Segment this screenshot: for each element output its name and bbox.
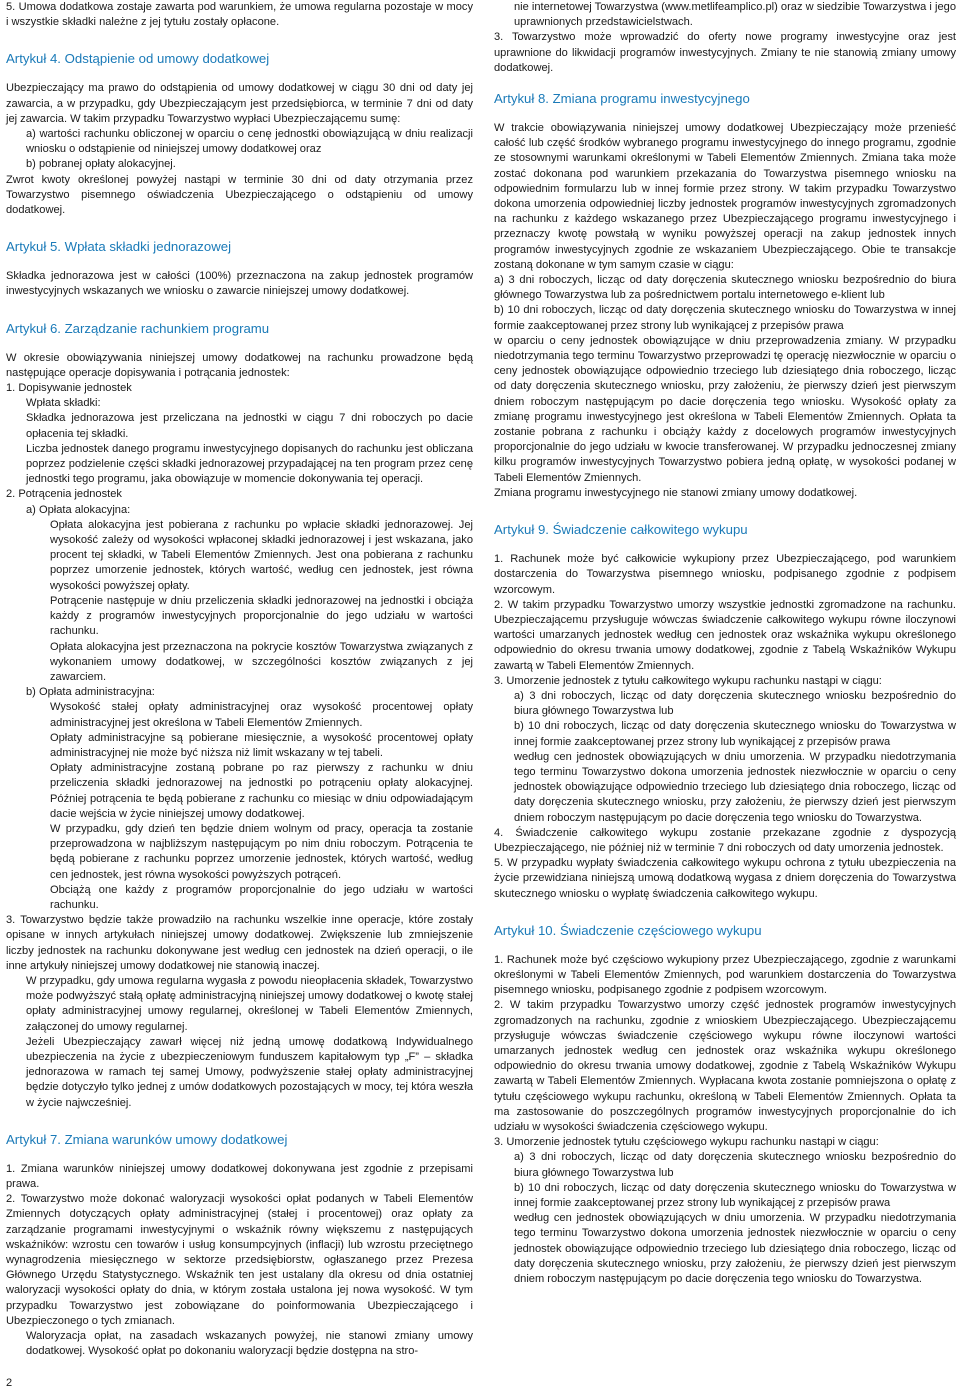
article-9-item-3a: a) 3 dni roboczych, licząc od daty doręczenia skutecznego wniosku bezpośrednio do biura głównego Towarzystwa lub [514,689,956,718]
article-7-item-2-text-2: Waloryzacja opłat, na zasadach wskazanych powyżej, nie stanowi zmiany umowy dodatkowej. Wysokość opłat po dokonaniu waloryzacji będzie dostępna na stro- [26,1330,473,1358]
article-6-item-1-text-3: Liczba jednostek danego programu inwestycyjnego dopisanych do rachunku jest obliczana poprzez podzielenie części składki jednorazowej przypadającej na ten program przez cenę jednostki tego programu, jaka obowiązuje w momencie dokonywania tej operacji. [26,442,473,486]
page-number: 2 [6,1377,13,1389]
article-4-paragraph-2: Zwrot kwoty określonej powyżej nastąpi w terminie 30 dni od daty otrzymania przez Towarzystwo pisemnego oświadczenia Ubezpieczającego o odstąpieniu od umowy dodatkowej. [6,173,473,217]
article-8-title: Artykuł 8. Zmiana programu inwestycyjnego [494,91,750,107]
article-9-item-4: 4. Świadczenie całkowitego wykupu zostanie przekazane zgodnie z dyspozycją Ubezpieczającego, nie później niż w terminie 7 dni roboczych od daty umorzenia jednostek. [494,826,956,854]
article-7-item-2: 2. Towarzystwo może dokonać waloryzacji wysokości opłat podanych w Tabeli Elementów Zmiennych dotyczących opłaty administracyjnej (stałej i procentowej) oraz opłaty za zarządzanie programami inwestycyjnymi o wskaźnik równy większemu z następujących wskaźników: wzrostu cen towarów i usług konsumpcyjnych (inflacji) lub wzrostu przeciętnego wynagrodzenia miesięcznego w sektorze przedsiębiorstw, ogłaszanego przez Prezesa Głównego Urzędu Statystycznego. Wskaźnik ten jest ustalany dla okresu od dnia ostatniej waloryzacji wysokości opłaty do dnia, w którym została ustalona jej nowa wysokość. W tym przypadku Towarzystwo jest zobowiązane do poinformowania Ubezpieczającego i Ubezpieczonego o tych zmianach. [6,1193,473,1327]
article-6-title: Artykuł 6. Zarządzanie rachunkiem programu [6,320,270,336]
article-5-paragraph: Składka jednorazowa jest w całości (100%) przeznaczona na zakup jednostek programów inwestycyjnych wskazanych we wniosku o zawarcie niniejszej umowy dodatkowej. [6,270,473,298]
continued-text: nie internetowej Towarzystwa (www.metlifeamplico.pl) oraz w siedzibie Towarzystwa i jego uprawnionych przedstawicielstwach. [514,1,956,29]
article-9-title: Artykuł 9. Świadczenie całkowitego wykupu [494,522,748,538]
article-4-item-a: a) wartości rachunku obliczonej w oparciu o cenę jednostki obowiązującą w dniu realizacji wniosku o odstąpienie od niniejszej umowy dodatkowej oraz [26,128,473,156]
article-8-item-a: a) 3 dni roboczych, licząc od daty doręczenia skutecznego wniosku bezpośrednio do biura głównego Towarzystwa lub za pośrednictwem portalu internetowego e-klient lub [494,274,956,302]
article-6-item-2b-text-4: W przypadku, gdy dzień ten będzie dniem wolnym od pracy, operacja ta zostanie przeprowadzona w najbliższym następującym po nim dniu roboczym. Potrącenia te będą pobierane z rachunku poprzez umorzenie jednostek, których wartość, według cen jednostek, jest równa wysokości powyższych potrąceń. [50,822,473,881]
article-8-item-b: b) 10 dni roboczych, licząc od daty doręczenia skutecznego wniosku do Towarzystwa w innej formie zaakceptowanej przez strony lub wynikającej z przepisów prawa [494,304,956,332]
article-6-item-2a-text-3: Opłata alokacyjna jest przeznaczona na pokrycie kosztów Towarzystwa związanych z wykonaniem umowy dodatkowej, w szczególności kosztów związanych z jej zawarciem. [50,640,473,683]
left-column [6,0,473,1359]
article-6-item-2a-text-1: Opłata alokacyjna jest pobierana z rachunku po wpłacie składki jednorazowej. Jej wysokość zależy od wysokości wpłaconej składki jednorazowej i jest wskazana, jako procent tej składki, w Tabeli Elementów Zmiennych. Jest ona pobierana z rachunku poprzez umorzenie jednostek, których wartość, według cen jednostek, jest równa wysokości powyższej opłaty. [50,518,473,592]
article-9-item-3: 3. Umorzenie jednostek z tytułu całkowitego wykupu rachunku nastąpi w ciągu: [494,674,882,687]
article-9-item-3b: b) 10 dni roboczych, licząc od daty doręczenia skutecznego wniosku do Towarzystwa w innej formie zaakceptowanej przez strony lub wynikającej z przepisów prawa [514,720,956,748]
article-7-item-1: 1. Zmiana warunków niniejszej umowy dodatkowej dokonywana jest zgodnie z przepisami prawa. [6,1162,473,1190]
article-10-item-3: 3. Umorzenie jednostek tytułu częściowego wykupu rachunku nastąpi w ciągu: [494,1136,879,1149]
article-6-item-3-text-2: W przypadku, gdy umowa regularna wygasła z powodu nieopłacenia składek, Towarzystwo może podwyższyć stałą opłatę administracyjną niniejszej umowy dodatkowej o kwotę stałej opłaty administracyjnej umowy regularnej, określonej w Tabeli Elementów Zmiennych, załączonej do umowy regularnej. [26,974,473,1033]
article-10-item-3-text: według cen jednostek obowiązujących w dniu umorzenia. W przypadku niedotrzymania tego terminu Towarzystwo dokona umorzenia jednostek niezwłocznie w oparciu o ceny jednostek obowiązujące odpowiednio trzeciego lub dziesiątego dnia roboczego, licząc od daty doręczenia skutecznego wniosku, przy założeniu, że pierwszy dzień jest pierwszym dniem roboczym następującym po dacie doręczenia tego wniosku do Towarzystwa. [514,1212,956,1286]
article-6-item-2b-text-2: Opłaty administracyjne są pobierane miesięcznie, a wysokość procentowej opłaty administracyjnej nie może być niższa niż limit wskazany w tej tabeli. [50,731,473,759]
article-6-item-2b-text-3: Opłaty administracyjne zostaną pobrane po raz pierwszy z rachunku w dniu przeliczenia składki jednorazowej na jednostki po potrąceniu opłaty alokacyjnej. Później potrącenia te będą pobierane z rachunku co miesiąc w dniu odpowiadającym dacie wejścia w życie niniejszej umowy dodatkowej. [50,762,473,820]
article-4-title: Artykuł 4. Odstąpienie od umowy dodatkowej [6,51,270,67]
article-6-item-2b: b) Opłata administracyjna: [26,686,155,699]
article-7-item-3: 3. Towarzystwo może wprowadzić do oferty nowe programy inwestycyjne oraz jest uprawnione do likwidacji programów inwestycyjnych. Zmiany te nie stanowią zmiany umowy dodatkowej. [494,31,956,74]
article-6-item-1-text-1: Wpłata składki: [26,397,101,410]
article-10-item-3a: a) 3 dni roboczych, licząc od daty doręczenia skutecznego wniosku bezpośrednio do biura głównego Towarzystwa lub [514,1151,956,1179]
article-8-paragraph-3: Zmiana programu inwestycyjnego nie stanowi zmiany umowy dodatkowej. [494,486,858,499]
right-column [494,0,956,1287]
article-9-item-5: 5. W przypadku wypłaty świadczenia całkowitego wykupu ochrona z tytułu ubezpieczenia na życie przewidziana niniejszą umową dodatkową wygasa z dniem doręczenia do Towarzystwa skutecznego wniosku o wypłatę świadczenia całkowitego wykupu. [494,857,956,900]
article-6-item-2a: a) Opłata alokacyjna: [26,503,131,516]
article-6-paragraph: W okresie obowiązywania niniejszej umowy dodatkowej na rachunku prowadzone będą następujące operacje dopisywania i potrącania jednostek: [6,351,473,379]
article-4-paragraph: Ubezpieczający ma prawo do odstąpienia od umowy dodatkowej w ciągu 30 dni od daty jej zawarcia, a w przypadku, gdy Ubezpieczającym jest przedsiębiorca, w terminie 7 dni od daty jej zawarcia. W takim przypadku Towarzystwo wypłaci Ubezpieczającemu sumę: [6,82,473,125]
article-6-item-2a-text-2: Potrącenie następuje w dniu przeliczenia składki jednorazowej na jednostki i obciąża każdy z programów inwestycyjnych proporcjonalnie do jego udziału w wartości rachunku. [50,594,473,638]
item-5: 5. Umowa dodatkowa zostaje zawarta pod warunkiem, że umowa regularna pozostaje w mocy i wszystkie składki należne z jej tytułu zostały opłacone. [6,1,473,29]
article-9-item-3-text: według cen jednostek obowiązujących w dniu umorzenia. W przypadku niedotrzymania tego terminu Towarzystwo dokona umorzenia jednostek niezwłocznie w oparciu o ceny jednostek obowiązujące odpowiednio trzeciego lub dziesiątego dnia roboczego, licząc od daty doręczenia skutecznego wniosku, przy założeniu, że pierwszy dzień jest pierwszym dniem roboczym następującym po dacie doręczenia tego wniosku do Towarzystwa. [514,750,956,824]
article-9-item-1: 1. Rachunek może być całkowicie wykupiony przez Ubezpieczającego, pod warunkiem dostarczenia do Towarzystwa pisemnego wniosku, podpisanego zgodnie z podpisem wzorcowym. [494,553,956,596]
article-6-item-3-text-3: Jeżeli Ubezpieczający zawarł więcej niż jedną umowę dodatkową Indywidualnego ubezpieczenia na życie z ubezpieczeniowym funduszem kapitałowym typ „F” – składka jednorazowa w ramach tej samej Umowy, podwyższenie stałej opłaty administracyjnej będzie dotyczyło tylko jednej z umów dodatkowych pozostających w mocy, tej która weszła w życie najwcześniej. [26,1035,473,1109]
article-5-title: Artykuł 5. Wpłata składki jednorazowej [6,239,232,255]
article-4-item-b: b) pobranej opłaty alokacyjnej. [26,158,176,171]
article-9-item-2: 2. W takim przypadku Towarzystwo umorzy wszystkie jednostki zgromadzone na rachunku. Ubezpieczającemu przysługuje wówczas świadczenie całkowitego wykupu równe iloczynowi wartości umarzanych jednostek według cen jednostek oraz wskaźnika wykupu określonego odpowiednio do okresu trwania umowy dodatkowej, zgodnie z Tabelą Wskaźników Wykupu zawartą w Tabeli Elementów Zmiennych. [494,598,956,672]
article-8-paragraph-2: w oparciu o ceny jednostek obowiązujące w dniu przeprowadzenia zmiany. W przypadku niedotrzymania tego terminu Towarzystwo przeprowadzi tę operację niezwłocznie w oparciu o ceny jednostek obowiązujące odpowiednio trzeciego lub dziesiątego dnia roboczego, licząc od daty doręczenia skutecznego wniosku, przy założeniu, że pierwszy dzień jest pierwszym dniem roboczym następującym po dacie doręczenia tego wniosku. Wysokość opłaty za zmianę programu inwestycyjnego jest określona w Tabeli Elementów Zmiennych. Opłata ta zostanie pobrana z rachunku i obciąży każdy z docelowych programów inwestycyjnych proporcjonalnie do jego udziału w kwocie transferowanej. W przypadku jednoczesnej zmiany kilku programów inwestycyjnych Towarzystwo pobiera jedną opłatę, w wysokości podanej w Tabeli Elementów Zmiennych. [494,334,956,484]
article-7-title: Artykuł 7. Zmiana warunków umowy dodatkowej [6,1131,288,1147]
article-6-item-2b-text-1: Wysokość stałej opłaty administracyjnej oraz wysokość procentowej opłaty administracyjnej jest określona w Tabeli Elementów Zmiennych. [50,701,473,729]
article-10-item-2: 2. W takim przypadku Towarzystwo umorzy część jednostek programów inwestycyjnych zgromadzonych na rachunku, zgodnie z wnioskiem Ubezpieczającego. Ubezpieczającemu przysługuje wówczas świadczenie częściowego wykupu równe iloczynowi wartości umarzanych jednostek według cen jednostek oraz wskaźnika wykupu określonego odpowiednio do okresu trwania umowy dodatkowej, zgodnie z Tabelą Wskaźników Wykupu zawartą w Tabeli Elementów Zmiennych. Wypłacana kwota zostanie pomniejszona o opłatę z tytułu częściowego wykupu rachunku, określoną w Tabeli Elementów Zmiennych. Opłata ta ma zastosowanie do poszczególnych programów inwestycyjnych proporcjonalnie do ich udziału w wysokości świadczenia częściowego wykupu. [494,999,956,1133]
article-6-item-1: 1. Dopisywanie jednostek [6,382,132,395]
article-10-title: Artykuł 10. Świadczenie częściowego wykupu [494,922,762,938]
article-6-item-2b-text-5: Obciążą one każdy z programów proporcjonalnie do jego udziału w wartości rachunku. [50,883,473,911]
article-10-item-3b: b) 10 dni roboczych, licząc od daty doręczenia skutecznego wniosku do Towarzystwa w innej formie zaakceptowanej przez strony lub wynikającej z przepisów prawa [514,1181,956,1210]
article-6-item-2: 2. Potrącenia jednostek [6,488,122,501]
article-8-paragraph: W trakcie obowiązywania niniejszej umowy dodatkowej Ubezpieczający może przenieść całość lub część środków wybranego programu inwestycyjnego do innego programu, zgodnie ze stosownymi warunkami określonymi w Tabeli Elementów Zmiennych. Zmiana taka może zostać dokonana pod warunkiem przekazania do Towarzystwa pisemnego wniosku na odpowiednim formularzu lub w innej formie przez strony. W takim przypadku Towarzystwo dokona umorzenia odpowiedniej liczby jednostek programów inwestycyjnych zgromadzonych na rachunku z każdego wskazanego przez Ubezpieczającego programu inwestycyjnego i przeznaczy kwotę powstałą w wyniku powyższej operacji na zakup jednostek innych programów inwestycyjnych zgodnie ze wskazaniem Ubezpieczającego. Obie te transakcje zostaną dokonane w tym samym czasie w ciągu: [494,122,956,271]
article-10-item-1: 1. Rachunek może być częściowo wykupiony przez Ubezpieczającego, zgodnie z warunkami określonymi w Tabeli Elementów Zmiennych, pod warunkiem dostarczenia do Towarzystwa pisemnego wniosku, podpisanego zgodnie z podpisem wzorcowym. [494,953,956,997]
article-6-item-1-text-2: Składka jednorazowa jest przeliczana na jednostki w ciągu 7 dni roboczych po dacie opłacenia tej składki. [26,412,473,440]
article-6-item-3: 3. Towarzystwo będzie także prowadziło na rachunku wszelkie inne operacje, które zostały opisane w innych artykułach niniejszej umowy dodatkowej. Zwiększenie lub zmniejszenie liczby jednostek na rachunku dokonywane jest według cen jednostek na dzień operacji, o ile inne artykuły niniejszej umowy dodatkowej nie stanowią inaczej. [6,914,473,972]
